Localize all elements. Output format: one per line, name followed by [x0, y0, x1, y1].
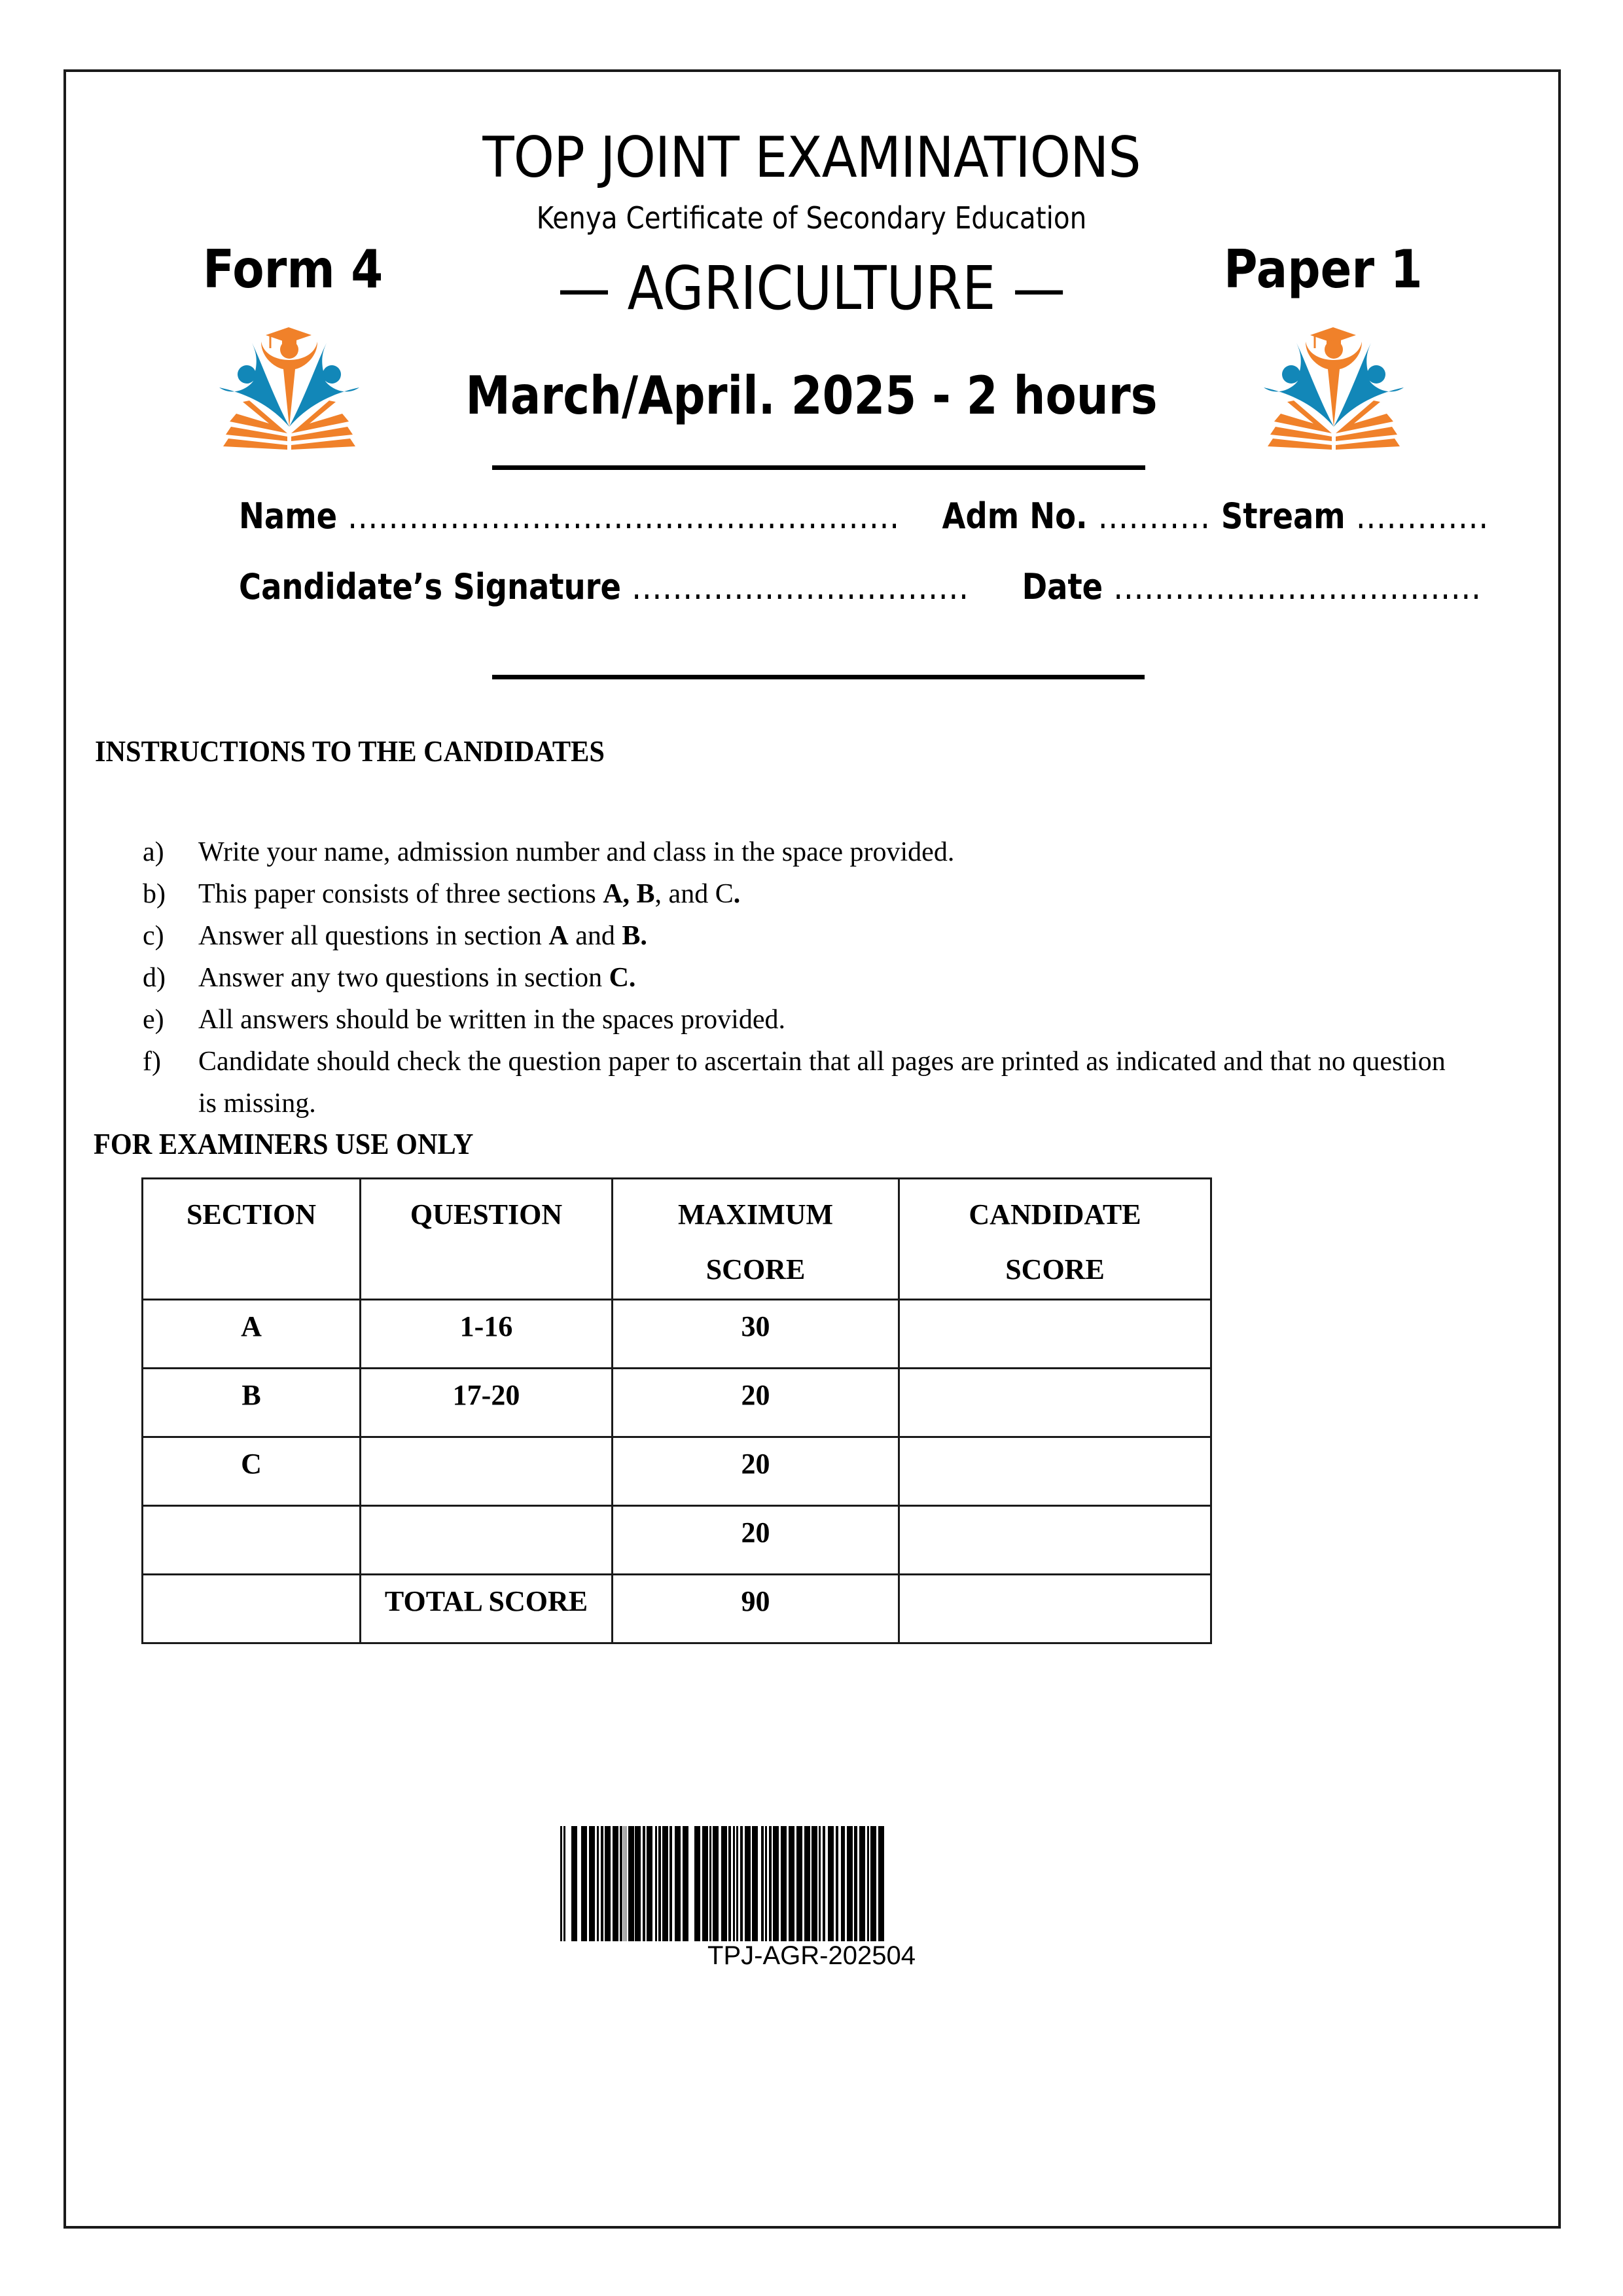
paper-label: Paper 1	[1224, 239, 1423, 300]
instruction-bold: .	[733, 879, 741, 909]
date-label: Date	[1022, 566, 1103, 607]
barcode-bar	[870, 1826, 876, 1941]
adm-no-label: Adm No.	[942, 495, 1088, 537]
cell-max-score: 20	[613, 1506, 899, 1575]
cell-section: B	[143, 1369, 361, 1437]
barcode-bar	[662, 1826, 668, 1941]
subject-title: — AGRICULTURE —	[557, 253, 1066, 323]
table-row-total	[143, 1575, 1211, 1643]
cell-question	[361, 1437, 613, 1506]
barcode-icon	[560, 1826, 885, 1941]
instructions-list	[143, 831, 1530, 1124]
cell-total-candidate-score[interactable]	[899, 1575, 1211, 1643]
barcode-space	[688, 1826, 694, 1941]
name-label: Name	[239, 495, 338, 537]
cell-max-score: 20	[613, 1437, 899, 1506]
candidate-info-row-1	[239, 495, 1489, 537]
barcode-bar	[628, 1826, 634, 1941]
barcode-bar	[581, 1826, 587, 1941]
barcode-bar	[878, 1826, 884, 1941]
header-question: QUESTION	[361, 1179, 613, 1300]
barcode-bar	[828, 1826, 834, 1941]
barcode-bar	[789, 1826, 794, 1941]
instruction-marker: c)	[143, 921, 164, 951]
instruction-item	[143, 999, 1530, 1041]
examiners-heading: FOR EXAMINERS USE ONLY	[94, 1127, 474, 1160]
name-field[interactable]: ......................................................	[348, 495, 900, 537]
signature-label: Candidate’s Signature	[239, 566, 622, 607]
date-field[interactable]: ....................................	[1113, 566, 1482, 607]
header-candidate-score: CANDIDATE SCORE	[899, 1179, 1211, 1300]
students-book-logo-icon	[210, 322, 371, 453]
barcode-bar	[702, 1826, 708, 1941]
header-maximum-score: MAXIMUM SCORE	[613, 1179, 899, 1300]
cell-candidate-score[interactable]	[899, 1369, 1211, 1437]
cell-candidate-score[interactable]	[899, 1506, 1211, 1575]
cell-question: 17-20	[361, 1369, 613, 1437]
header-section: SECTION	[143, 1179, 361, 1300]
barcode-space	[565, 1826, 571, 1941]
barcode-bar	[635, 1826, 641, 1941]
instruction-text: Candidate should check the question paper to ascertain that all pages are printed as indicated and that no question	[198, 1047, 1446, 1077]
instruction-text: and	[568, 921, 622, 951]
form-label: Form 4	[203, 239, 383, 300]
cell-total-max-score: 90	[613, 1575, 899, 1643]
cell-max-score: 20	[613, 1369, 899, 1437]
barcode-bar	[859, 1826, 865, 1941]
signature-field[interactable]: .................................	[632, 566, 969, 607]
cell-question: 1-16	[361, 1300, 613, 1369]
table-row	[143, 1506, 1211, 1575]
barcode-bar	[781, 1826, 787, 1941]
instruction-item	[143, 957, 1530, 999]
barcode-bar	[647, 1826, 652, 1941]
cell-section	[143, 1506, 361, 1575]
barcode-bar	[812, 1826, 817, 1941]
instruction-bold: A, B	[603, 879, 655, 909]
instruction-text: This paper consists of three sections	[198, 879, 603, 909]
barcode-bar	[571, 1826, 577, 1941]
instruction-text: Answer any two questions in section	[198, 963, 609, 993]
instruction-text-continued: is missing.	[198, 1088, 316, 1119]
barcode-bar	[847, 1826, 853, 1941]
cell-candidate-score[interactable]	[899, 1300, 1211, 1369]
barcode-bar	[589, 1826, 595, 1941]
cell-section	[143, 1575, 361, 1643]
instruction-text: All answers should be written in the spaces provided.	[198, 1005, 785, 1035]
table-row	[143, 1369, 1211, 1437]
exam-title: TOP JOINT EXAMINATIONS	[482, 125, 1141, 190]
barcode-bar	[796, 1826, 802, 1941]
cell-candidate-score[interactable]	[899, 1437, 1211, 1506]
instruction-item	[143, 915, 1530, 957]
instruction-text: Write your name, admission number and class in the space provided.	[198, 837, 955, 867]
instruction-text: Answer all questions in section	[198, 921, 549, 951]
instruction-marker: a)	[143, 837, 164, 867]
table-header-row	[143, 1179, 1211, 1300]
barcode-bar	[745, 1826, 751, 1941]
header-divider-top	[492, 465, 1145, 470]
score-table	[141, 1177, 1212, 1644]
barcode-bar	[605, 1826, 611, 1941]
barcode-bar	[752, 1826, 758, 1941]
barcode-bar	[804, 1826, 810, 1941]
table-row	[143, 1437, 1211, 1506]
instruction-marker: e)	[143, 1005, 164, 1035]
header-divider-bottom	[492, 675, 1145, 679]
barcode-bar	[683, 1826, 688, 1941]
barcode-bar	[721, 1826, 727, 1941]
instruction-bold: B.	[622, 921, 647, 951]
instruction-item	[143, 831, 1530, 873]
session-duration: March/April. 2025 - 2 hours	[465, 365, 1158, 426]
barcode-bar	[675, 1826, 681, 1941]
barcode-code: TPJ-AGR-202504	[707, 1941, 916, 1970]
instruction-marker: b)	[143, 879, 166, 909]
students-book-logo-icon	[1255, 322, 1416, 453]
instruction-item	[143, 1041, 1530, 1124]
cell-question	[361, 1506, 613, 1575]
instruction-text: , and C	[654, 879, 734, 909]
cell-total-label: TOTAL SCORE	[361, 1575, 613, 1643]
instruction-bold: A	[548, 921, 569, 951]
instruction-marker: f)	[143, 1047, 161, 1077]
cell-max-score: 30	[613, 1300, 899, 1369]
barcode-bar	[694, 1826, 700, 1941]
barcode-bar	[713, 1826, 719, 1941]
barcode-bar	[613, 1826, 618, 1941]
instruction-bold: C.	[609, 963, 636, 993]
candidate-info-row-2	[239, 566, 1482, 607]
instructions-heading: INSTRUCTIONS TO THE CANDIDATES	[95, 734, 605, 768]
cell-section: A	[143, 1300, 361, 1369]
stream-field[interactable]: .............	[1355, 495, 1489, 537]
cell-section: C	[143, 1437, 361, 1506]
adm-no-field[interactable]: ...........	[1097, 495, 1211, 537]
table-row	[143, 1300, 1211, 1369]
exam-subtitle: Kenya Certificate of Secondary Education	[536, 200, 1087, 236]
barcode-bar	[773, 1826, 779, 1941]
instruction-item	[143, 873, 1530, 915]
instruction-marker: d)	[143, 963, 166, 993]
stream-label: Stream	[1221, 495, 1346, 537]
